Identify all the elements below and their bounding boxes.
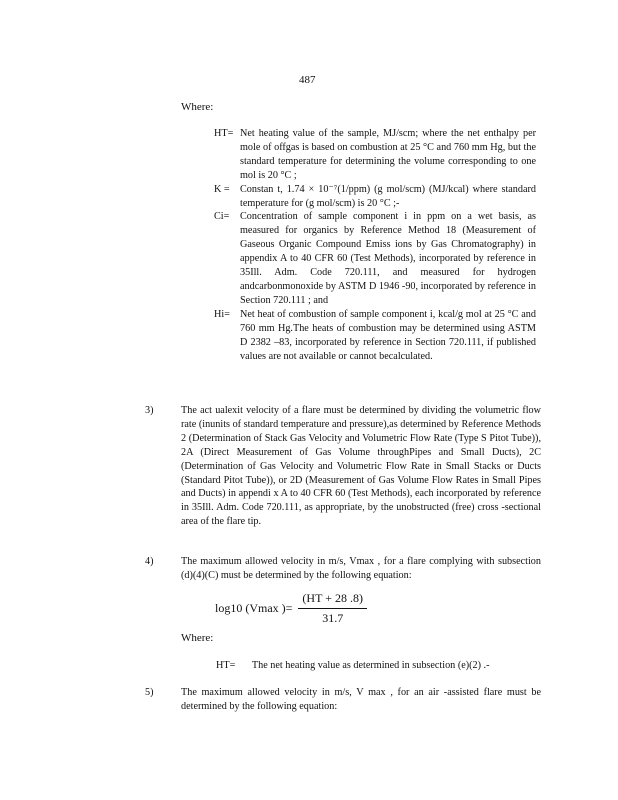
list-item-4 <box>145 555 541 583</box>
where-definition <box>216 660 490 671</box>
velocity-equation <box>215 591 367 626</box>
definition-term: Hi= <box>214 308 230 320</box>
definition-ht <box>214 127 536 183</box>
item-text: The maximum allowed velocity in m/s, V max , for an air -assisted flare must be determined by the following equation: <box>181 687 541 712</box>
item-text: The maximum allowed velocity in m/s, Vmax , for a flare complying with subsection (d)(4)(C) must be determined by the following equation: <box>181 556 541 581</box>
equation-lhs: log10 (Vmax )= <box>215 601 293 615</box>
where-text: The net heating value as determined in subsection (e)(2) .- <box>251 660 490 671</box>
where-label: Where: <box>181 632 214 644</box>
list-item-5 <box>145 686 541 714</box>
item-number: 4) <box>145 556 154 567</box>
definition-k <box>214 183 536 211</box>
definition-text: Constan t, 1.74 × 10⁻⁷(1/ppm) (g mol/scm) (MJ/kcal) where standard temperature for (g mol/scm) is 20 °C ;- <box>240 183 536 209</box>
definition-hi <box>214 308 536 364</box>
equation-denominator: 31.7 <box>322 611 344 625</box>
list-item-3 <box>145 404 541 529</box>
page-number: 487 <box>299 74 316 86</box>
definition-term: K = <box>214 183 230 195</box>
definition-term: HT= <box>214 128 234 139</box>
definition-text: Concentration of sample component i in ppm on a wet basis, as measured for organics by Reference Method 18 (Measurement of Gaseous Organic Compound Emiss ions by Gas Chromatography) in appendix A to 40 CFR 60 (Test Methods), incorporated by reference in 35Ill. Adm. Code 720.111, and measured for hydrogen andcarbonmonoxide by ASTM D 1946 -90, incorporated by reference in Section 720.111 ; and <box>240 211 536 306</box>
equation-numerator: (HT + 28 .8) <box>298 591 367 609</box>
where-term: HT= <box>216 660 236 671</box>
definition-ci <box>214 210 536 307</box>
where-label: Where: <box>181 101 214 113</box>
definition-text: Net heat of combustion of sample component i, kcal/g mol at 25 °C and 760 mm Hg.The heats of combustion may be determined using ASTM D 2382 –83, incorporated by reference in Section 720.111, if published values are not available or cannot becalculated. <box>240 308 536 362</box>
definitions-list <box>214 127 536 363</box>
item-text: The act ualexit velocity of a flare must be determined by dividing the volumetric flow rate (inunits of standard temperature and pressure),as determined by Reference Methods 2 (Determination of Stack Gas Velocity and Volumetric Flow Rate (Type S Pitot Tube)), 2A (Direct Measurement of Gas Volume throughPipes and Small Ducts), 2C (Determination of Gas Velocity and Volumetric Flow Rate in Small Stacks or Ducts (Standard Pitot Tube)), or 2D (Measurement of Gas Volume Flow Rates in Small Pipes and Ducts) in appendi x A to 40 CFR 60 (Test Methods), each incorporated by reference in 35Ill. Adm. Code 720.111, as appropriate, by the unobstructed (free) cross -sectional area of the flare tip. <box>181 405 541 528</box>
item-number: 3) <box>145 405 154 416</box>
equation-fraction <box>298 591 367 626</box>
item-number: 5) <box>145 687 154 698</box>
definition-term: Ci= <box>214 211 230 223</box>
definition-text: Net heating value of the sample, MJ/scm; where the net enthalpy per mole of offgas is based on combustion at 25 °C and 760 mm Hg, but the standard temperature for determining the volume corresponding to one mol is 20 °C ; <box>240 128 536 181</box>
